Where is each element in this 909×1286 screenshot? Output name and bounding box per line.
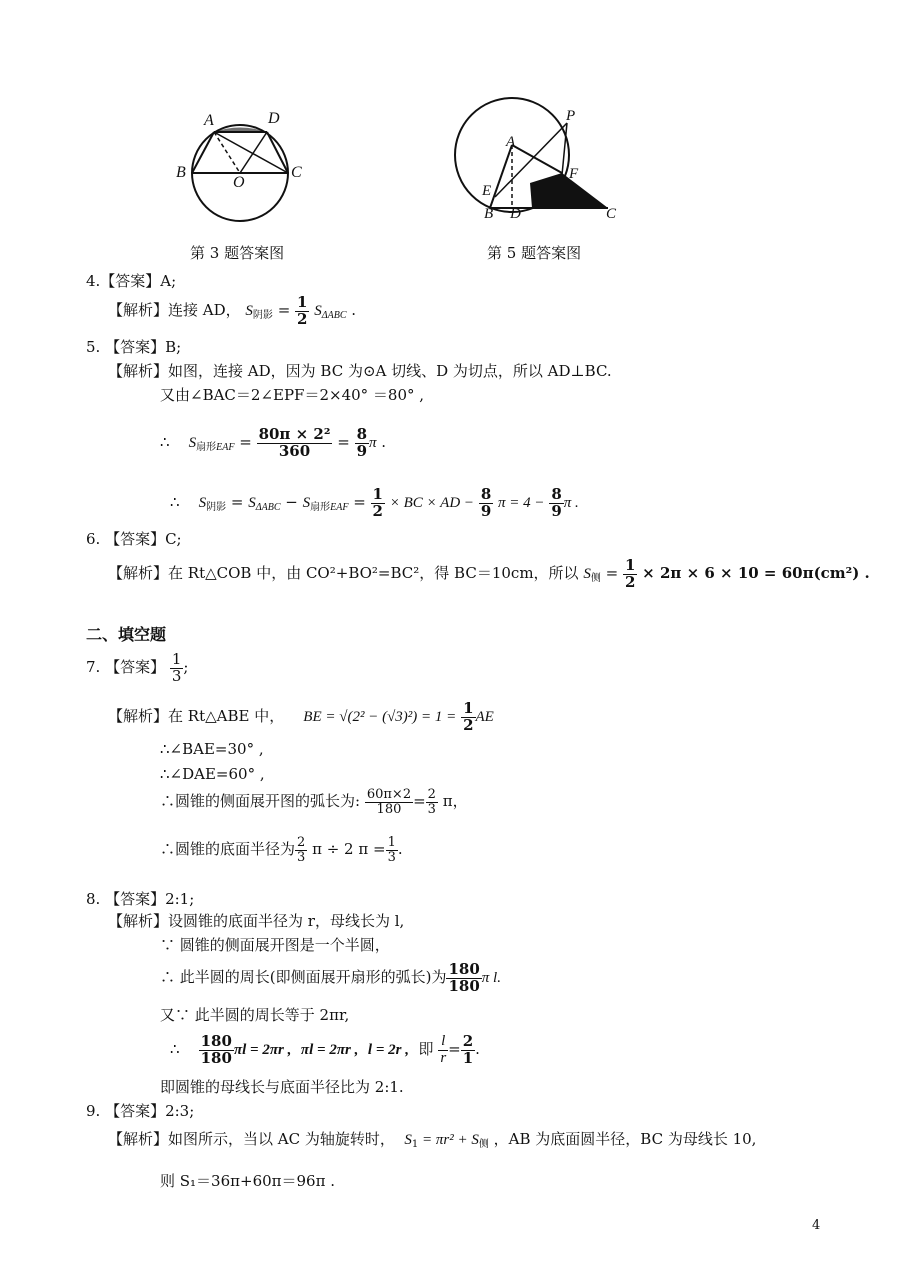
q4-half xyxy=(295,292,309,328)
fig3-label-d: D xyxy=(268,110,280,127)
q9-sub1: 1 xyxy=(411,1139,419,1150)
q7-l4-num: 2 xyxy=(297,834,306,850)
q7-line4 xyxy=(160,830,403,868)
q7-l3-frac xyxy=(365,788,413,816)
q7-l3-eq: = xyxy=(413,792,426,810)
q5-dot: . xyxy=(376,433,387,451)
fig3-label-a: A xyxy=(204,112,214,129)
q5-s-sector: S xyxy=(188,435,197,451)
q5-half xyxy=(371,484,385,520)
q5-half-num: 1 xyxy=(372,484,383,503)
q7-l3-num: 60π×2 xyxy=(366,786,412,802)
q5-f1-num: 80π × 2² xyxy=(258,424,331,443)
q5-shadow-formula xyxy=(170,472,579,538)
q6-s: S xyxy=(583,566,591,582)
q9-answer: 9. 【答案】2:3; xyxy=(86,1102,195,1120)
q8-l2-num: 180 xyxy=(448,959,480,978)
q9-line2: 则 S₁＝36π+60π＝96π . xyxy=(160,1172,335,1190)
q8-l4-sym: ∴ xyxy=(170,1040,180,1058)
q7-ans-num: 1 xyxy=(171,649,182,668)
q7-l3-frac2 xyxy=(426,788,438,816)
fig3-label-o: O xyxy=(233,174,245,191)
q8-line5: 即圆锥的母线长与底面半径比为 2:1. xyxy=(160,1078,404,1096)
fig3-caption: 第 3 题答案图 xyxy=(190,244,285,262)
q9-analysis-text: 【解析】如图所示，当以 AC 为轴旋转时， xyxy=(108,1130,395,1148)
q7-answer-prefix: 7. 【答案】 xyxy=(86,658,166,676)
q5-s-shadow: S xyxy=(198,495,207,511)
q5-frac2 xyxy=(355,424,369,460)
q8-l2-tail: π l. xyxy=(481,970,501,986)
q7-ae: AE xyxy=(475,709,494,725)
q7-analysis-text: 【解析】在 Rt△ABE 中， xyxy=(108,707,285,725)
fig5-label-p: P xyxy=(566,108,576,124)
q5-sub-eaf2: EAF xyxy=(330,502,349,513)
q8-l4-den: 180 xyxy=(200,1048,232,1067)
q8-l2-den: 180 xyxy=(448,976,480,995)
q5-f1-den: 360 xyxy=(278,441,311,460)
q7-analysis xyxy=(108,692,494,741)
q8-line1: ∵ 圆锥的侧面展开图是一个半圆， xyxy=(160,936,390,954)
q4-s2: S xyxy=(314,303,322,319)
q7-half-num: 1 xyxy=(463,698,474,717)
q7-ans-tail: ; xyxy=(183,658,189,676)
q8-l4-end: . xyxy=(475,1040,480,1058)
q7-l4-mid: π ÷ 2 π = xyxy=(312,840,386,858)
q5-s-abc: S xyxy=(248,495,256,511)
q8-l4-c: l = 2r , xyxy=(367,1042,409,1058)
q5-therefore: ∴ xyxy=(160,433,170,451)
q6-answer: 6. 【答案】C; xyxy=(86,530,182,548)
q7-l3-fden: 3 xyxy=(427,801,436,817)
q7-line1: ∴∠BAE=30° , xyxy=(160,740,264,758)
q4-answer: 4.【答案】A; xyxy=(86,272,177,290)
fig5-label-c: C xyxy=(606,206,617,222)
q8-line2 xyxy=(160,954,501,1001)
q7-line2: ∴∠DAE=60° , xyxy=(160,765,265,783)
q5-minus: − xyxy=(280,493,303,511)
q7-l3-text: ∴圆锥的侧面展开图的弧长为: xyxy=(160,792,361,810)
q4-analysis-prefix: 【解析】连接 AD， xyxy=(108,301,241,319)
q6-eq: = xyxy=(600,564,623,582)
q7-half xyxy=(461,698,475,734)
q6-half xyxy=(623,555,637,591)
q7-line3 xyxy=(160,782,468,820)
q5-sub-shadow: 阴影 xyxy=(206,502,227,513)
q5-bc-ad: × BC × AD − xyxy=(389,495,475,511)
q8-l4-fnum: l xyxy=(438,1034,448,1051)
figure-5-diagram xyxy=(450,95,625,225)
section-title: 二、填空题 xyxy=(86,625,167,644)
q9-sub-side: 侧 xyxy=(478,1139,489,1150)
q8-l4-eq: = xyxy=(448,1040,461,1058)
q5-analysis-line1: 【解析】如图，连接 AD，因为 BC 为⊙A 切线、D 为切点，所以 AD⊥BC. xyxy=(108,362,612,380)
q4-half-den: 2 xyxy=(297,309,308,328)
q5-therefore2: ∴ xyxy=(170,493,180,511)
q5-sub-eaf: EAF xyxy=(216,442,235,453)
q7-be-expr: BE = √(2² − (√3)²) = 1 = xyxy=(303,709,457,725)
fig5-caption: 第 5 题答案图 xyxy=(487,244,582,262)
q5-f3-num: 8 xyxy=(480,484,492,503)
q7-answer-frac xyxy=(170,649,184,685)
q8-l2-frac xyxy=(446,959,481,995)
q9-analysis xyxy=(108,1122,756,1162)
q8-line3: 又∵ 此半圆的周长等于 2πr, xyxy=(160,1006,350,1024)
q8-l4-rden: 1 xyxy=(462,1048,474,1067)
q5-f2-den: 9 xyxy=(356,441,367,460)
q5-sub-sector: 扇形 xyxy=(196,442,217,453)
q7-l3-fnum: 2 xyxy=(427,786,436,802)
fig5-label-e: E xyxy=(482,183,492,199)
q7-half-den: 2 xyxy=(463,715,474,734)
q6-rest: × 2π × 6 × 10 = 60π(cm²) . xyxy=(642,564,870,582)
q5-s-sector2: S xyxy=(302,495,311,511)
q5-end: π . xyxy=(563,495,579,511)
q7-ans-den: 3 xyxy=(171,666,182,685)
q4-sub-shadow: 阴影 xyxy=(252,310,273,321)
q5-half-den: 2 xyxy=(372,501,383,520)
q7-l4-rnum: 1 xyxy=(387,834,396,850)
q5-tail: π = 4 − xyxy=(498,495,545,511)
q5-f3-den: 9 xyxy=(480,501,492,520)
q5-line2: 又由∠BAC＝2∠EPF＝2×40° ＝80° , xyxy=(160,386,425,404)
q4-s: S xyxy=(245,303,253,319)
q8-analysis: 【解析】设圆锥的底面半径为 r，母线长为 l, xyxy=(108,912,405,930)
fig5-label-b: B xyxy=(484,206,494,222)
q7-l3-tail: π， xyxy=(442,792,468,810)
q7-l4-text: ∴圆锥的底面半径为 xyxy=(160,840,296,858)
q4-end: . xyxy=(346,301,357,319)
q5-eq3: = xyxy=(226,493,249,511)
q5-answer: 5. 【答案】B; xyxy=(86,338,182,356)
fig5-label-f: F xyxy=(569,166,579,182)
q7-l4-rden: 3 xyxy=(387,849,396,865)
q8-l4-fden: r xyxy=(440,1049,447,1066)
q5-pi: π xyxy=(369,435,377,451)
q6-sub-side: 侧 xyxy=(590,573,601,584)
q5-sub-sector2: 扇形 xyxy=(310,502,331,513)
q5-eq1: = xyxy=(234,433,257,451)
q6-analysis-text: 【解析】在 Rt△COB 中，由 CO²+BO²=BC²，得 BC＝10cm，所以 xyxy=(108,564,579,582)
q6-half-num: 1 xyxy=(624,555,636,574)
q8-l4-a: πl = 2πr , xyxy=(233,1042,292,1058)
q7-l4-tail: . xyxy=(397,840,403,858)
q7-l4-rfrac xyxy=(386,836,398,864)
q4-sub-abc: ΔABC xyxy=(321,310,347,321)
q7-l4-den: 3 xyxy=(297,849,306,865)
q8-l4-rfrac xyxy=(461,1031,475,1067)
q4-eq: = xyxy=(272,301,296,319)
q8-l4-b: πl = 2πr , xyxy=(300,1042,359,1058)
q8-l4-rnum: 2 xyxy=(462,1031,474,1050)
q7-answer xyxy=(86,645,188,689)
q5-f4-den: 9 xyxy=(551,501,562,520)
q7-l4-frac xyxy=(295,836,307,864)
q8-l4-ffrac xyxy=(438,1034,448,1067)
q6-half-den: 2 xyxy=(624,572,636,591)
q5-sub-abc: ΔABC xyxy=(255,502,281,513)
q5-f4-num: 8 xyxy=(551,484,562,503)
q5-sector-formula xyxy=(160,412,386,478)
q5-frac1 xyxy=(257,424,333,460)
q5-f2-num: 8 xyxy=(356,424,367,443)
q8-l4-frac xyxy=(199,1031,234,1067)
q9-tail: ，AB 为底面圆半径，BC 为母线长 10, xyxy=(493,1130,757,1148)
figure-3-diagram xyxy=(170,105,310,225)
q9-formula-rest: = πr² + S xyxy=(418,1132,479,1148)
q9-s1: S xyxy=(404,1132,412,1148)
q4-half-num: 1 xyxy=(297,292,308,311)
fig5-label-a: A xyxy=(506,134,516,150)
q8-l4-d: 即 xyxy=(418,1040,434,1058)
q8-l2-text: ∴ 此半圆的周长(即侧面展开扇形的弧长)为 xyxy=(160,968,447,986)
q7-l3-den: 180 xyxy=(376,801,402,817)
q5-eq2: = xyxy=(337,433,355,451)
q8-line4 xyxy=(170,1026,480,1073)
fig3-label-b: B xyxy=(176,164,186,181)
page-number: 4 xyxy=(812,1218,821,1233)
fig5-label-d: D xyxy=(510,206,521,222)
q6-analysis xyxy=(108,548,870,604)
fig3-label-c: C xyxy=(291,164,302,181)
q8-answer: 8. 【答案】2:1; xyxy=(86,890,195,908)
q4-analysis xyxy=(108,290,356,336)
q5-frac3 xyxy=(479,484,493,520)
q8-l4-num: 180 xyxy=(200,1031,232,1050)
q5-eq4: = xyxy=(348,493,371,511)
q5-frac4 xyxy=(549,484,563,520)
